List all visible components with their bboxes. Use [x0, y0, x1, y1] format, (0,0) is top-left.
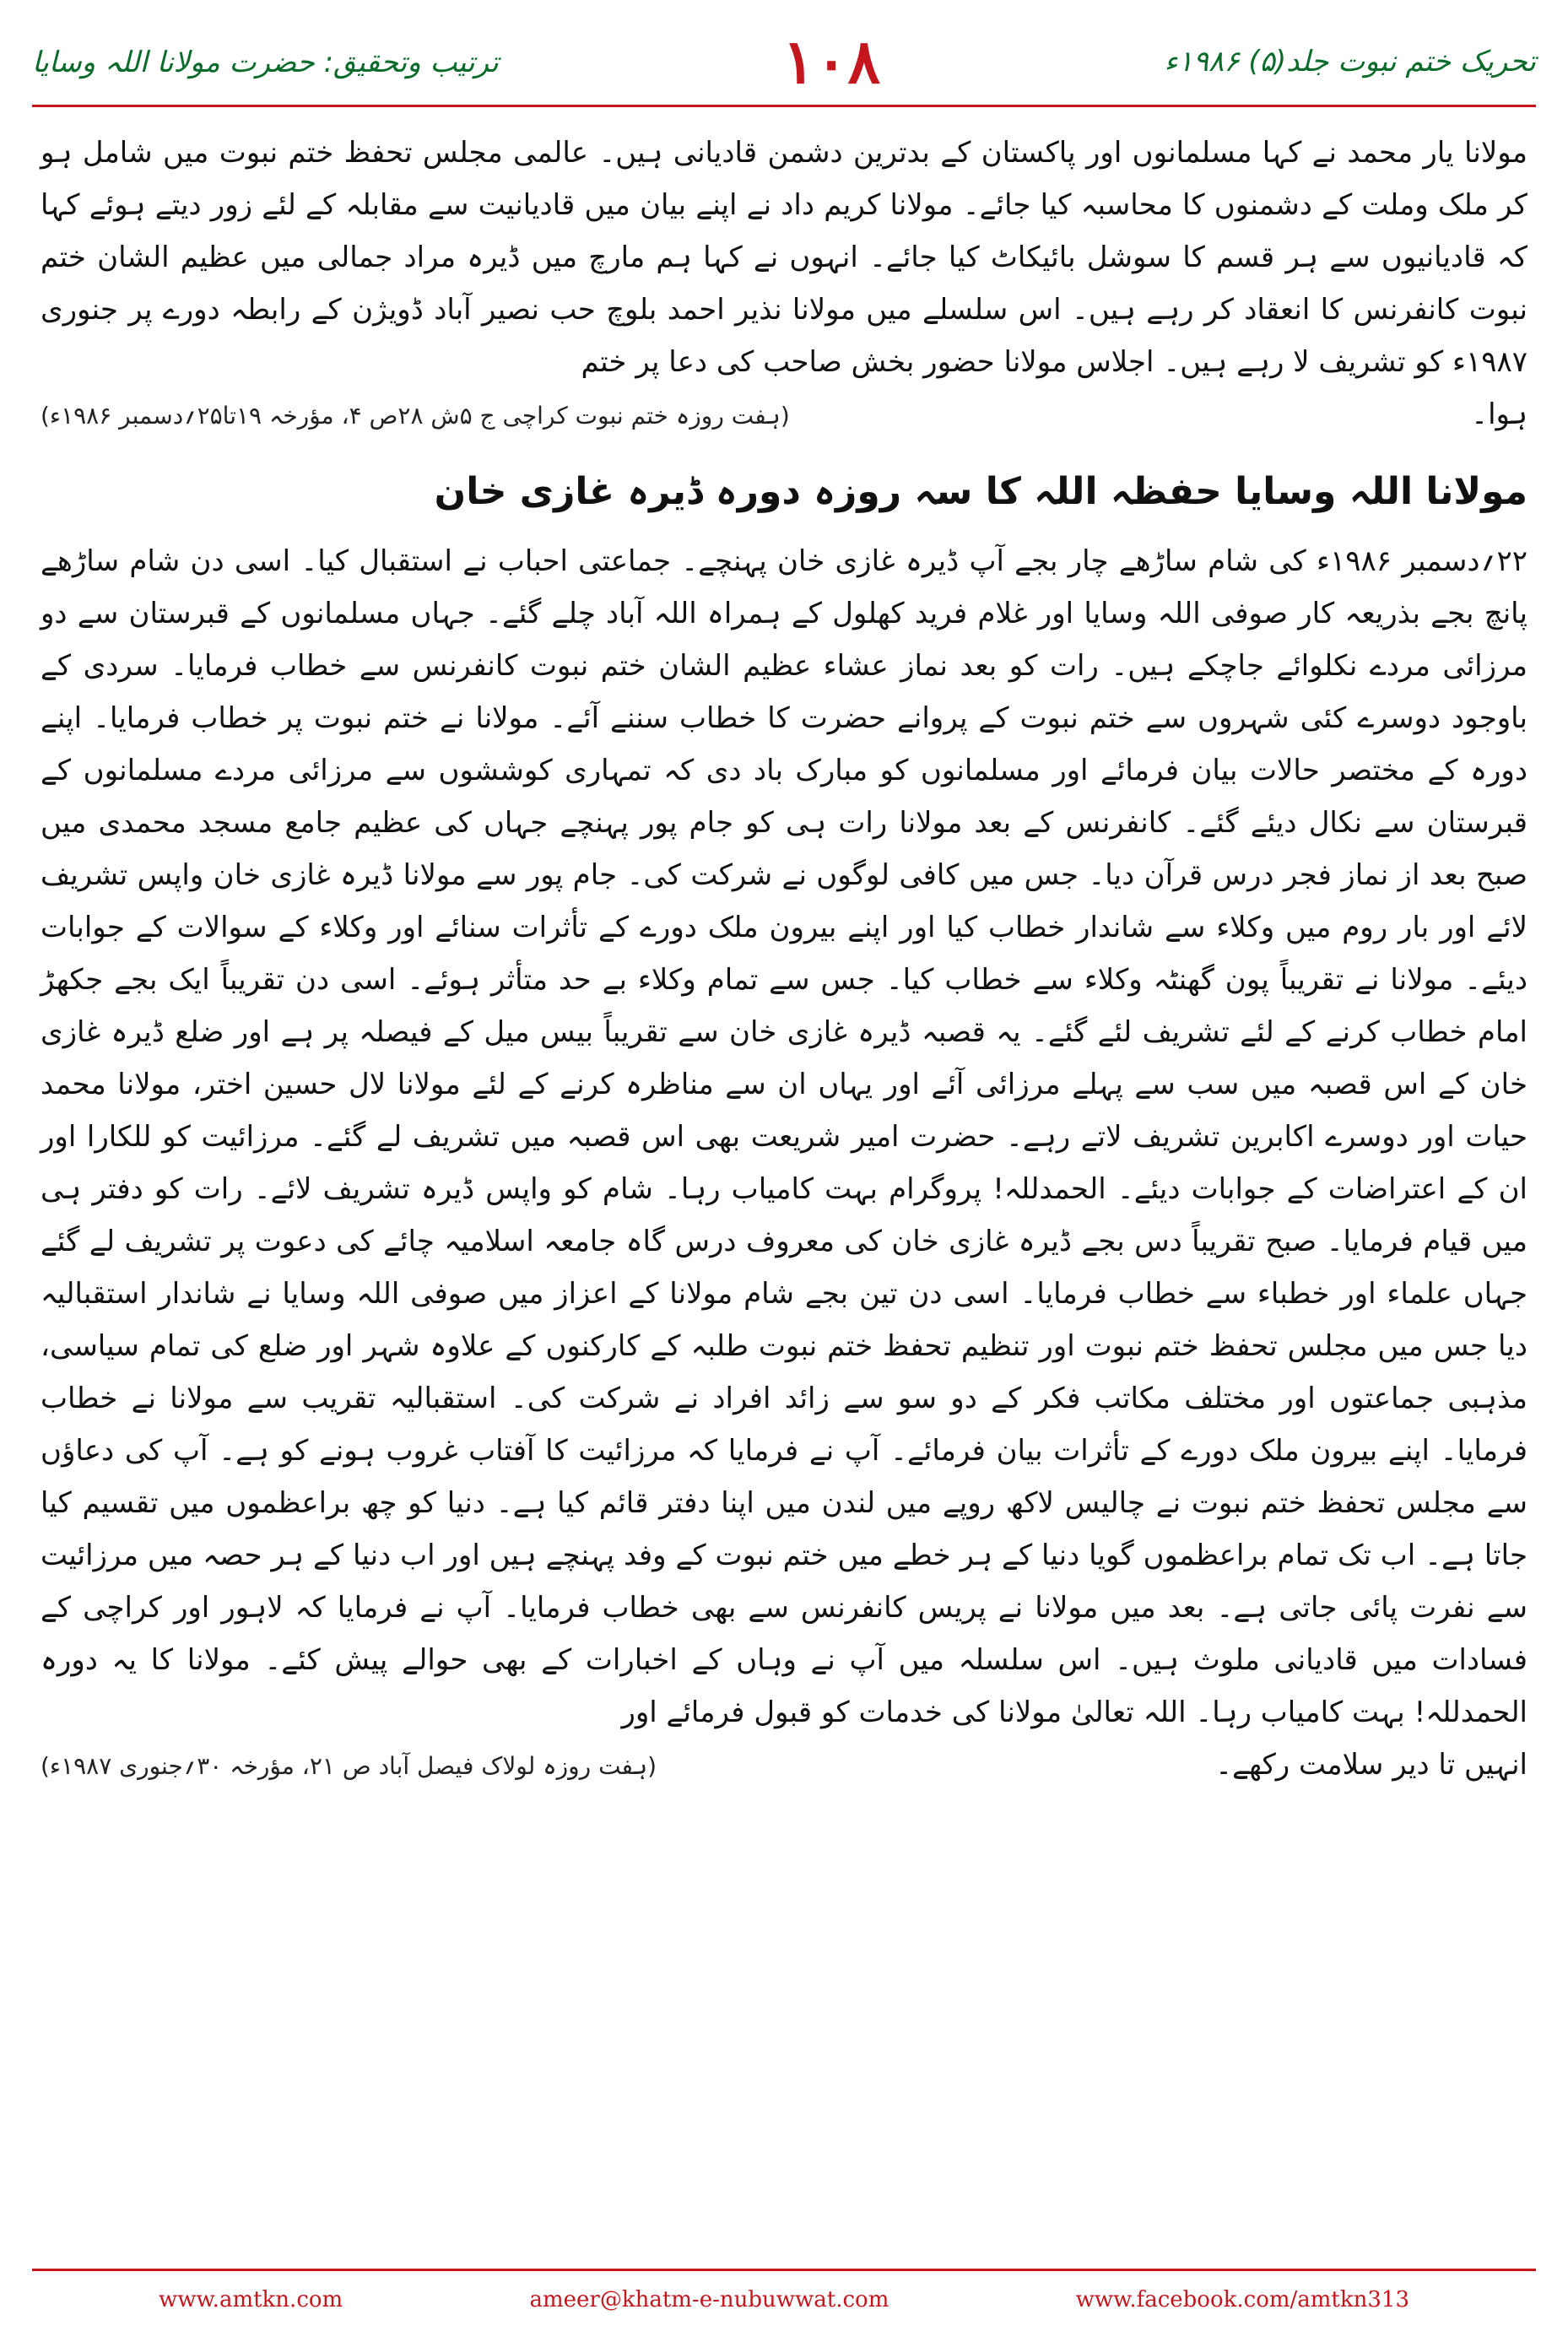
- website-link[interactable]: www.amtkn.com: [159, 2287, 343, 2312]
- section2-last-line: انہیں تا دیر سلامت رکھے۔: [1215, 1748, 1527, 1782]
- section1-last-word: ہوا۔: [1471, 398, 1527, 431]
- book-title: تحریک ختم نبوت جلد(۵) ۱۹۸۶ء: [1164, 45, 1536, 78]
- footer-divider: [32, 2269, 1536, 2271]
- section2-closing-row: [41, 1739, 1527, 1793]
- section2-citation: (ہفت روزہ لولاک فیصل آباد ص ۲۱، مؤرخہ ۳۰؍جنوری ۱۹۸۷ء): [41, 1752, 657, 1780]
- section2-heading: مولانا اللہ وسایا حفظہ اللہ کا سہ روزہ دورہ ڈیرہ غازی خان: [434, 470, 1527, 513]
- section1-citation: (ہفت روزہ ختم نبوت کراچی ج ۵ش ۲۸ص ۴، مؤرخہ ۱۹تا۲۵؍دسمبر ۱۹۸۶ء): [41, 402, 790, 430]
- facebook-link[interactable]: www.facebook.com/amtkn313: [1075, 2287, 1409, 2312]
- page-body: [41, 127, 1527, 1793]
- section1-closing-row: [41, 388, 1527, 442]
- section1-paragraph: مولانا یار محمد نے کہا مسلمانوں اور پاکستان کے بدترین دشمن قادیانی ہیں۔ عالمی مجلس تحفظ ختم نبوت میں شامل ہو کر ملک وملت کے دشمنوں کا محاسبہ کیا جائے۔ مولانا کریم داد نے اپنے بیان میں قادیانیت سے مقابلہ کے لئے زور دیتے ہوئے کہا کہ قادیانیوں سے ہر قسم کا سوشل بائیکاٹ کیا جائے۔ انہوں نے کہا ہم مارچ میں ڈیرہ مراد جمالی میں عظیم الشان ختم نبوت کانفرنس کا انعقاد کر رہے ہیں۔ اس سلسلے میں مولانا نذیر احمد بلوچ حب نصیر آباد ڈویژن کے رابطہ دورے پر جنوری ۱۹۸۷ء کو تشریف لا رہے ہیں۔ اجلاس مولانا حضور بخش صاحب کی دعا پر ختم: [41, 136, 1527, 379]
- page-number: ۱۰۸: [782, 25, 881, 97]
- section2-paragraph: ۲۲؍دسمبر ۱۹۸۶ء کی شام ساڑھے چار بجے آپ ڈیرہ غازی خان پہنچے۔ جماعتی احباب نے استقبال کیا۔ اسی دن شام ساڑھے پانچ بجے بذریعہ کار صوفی اللہ وسایا اور غلام فرید کھلول کے ہمراہ اللہ آباد چلے گئے۔ جہاں مسلمانوں کے قبرستان سے دو مرزائی مردے نکلوائے جاچکے ہیں۔ رات کو بعد نماز عشاء عظیم الشان ختم نبوت کانفرنس سے خطاب فرمایا۔ سردی کے باوجود دوسرے کئی شہروں سے ختم نبوت کے پروانے حضرت کا خطاب سننے آئے۔ مولانا نے ختم نبوت پر خطاب فرمایا۔ اپنے دورہ کے مختصر حالات بیان فرمائے اور مسلمانوں کو مبارک باد دی کہ تمہاری کوششوں سے مرزائی مردے مسلمانوں کے قبرستان سے نکال دیئے گئے۔ کانفرنس کے بعد مولانا رات ہی کو جام پور پہنچے جہاں کی عظیم جامع مسجد محمدی میں صبح بعد از نماز فجر درس قرآن دیا۔ جس میں کافی لوگوں نے شرکت کی۔ جام پور سے مولانا ڈیرہ غازی خان واپس تشریف لائے اور بار روم میں وکلاء سے شاندار خطاب کیا اور اپنے بیرون ملک دورے کے تأثرات سنائے اور وکلاء کے سوالات کے جوابات دیئے۔ مولانا نے تقریباً پون گھنٹہ وکلاء سے خطاب کیا۔ جس سے تمام وکلاء بے حد متأثر ہوئے۔ اسی دن تقریباً ایک بجے جکھڑ امام خطاب کرنے کے لئے تشریف لئے گئے۔ یہ قصبہ ڈیرہ غازی خان سے تقریباً بیس میل کے فیصلہ پر ہے اور ضلع ڈیرہ غازی خان کے اس قصبہ میں سب سے پہلے مرزائی آئے اور یہاں ان سے مناظرہ کرنے کے لئے مولانا لال حسین اختر، مولانا محمد حیات اور دوسرے اکابرین تشریف لاتے رہے۔ حضرت امیر شریعت بھی اس قصبہ میں تشریف لے گئے۔ مرزائیت کو للکارا اور ان کے اعتراضات کے جوابات دیئے۔ الحمدللہ! پروگرام بہت کامیاب رہا۔ شام کو واپس ڈیرہ تشریف لائے۔ رات کو دفتر ہی میں قیام فرمایا۔ صبح تقریباً دس بجے ڈیرہ غازی خان کی معروف درس گاہ جامعہ اسلامیہ چائے کی دعوت پر تشریف لے گئے جہاں علماء اور خطباء سے خطاب فرمایا۔ اسی دن تین بجے شام مولانا کے اعزاز میں صوفی اللہ وسایا نے شاندار استقبالیہ دیا جس میں مجلس تحفظ ختم نبوت اور تنظیم تحفظ ختم نبوت طلبہ کے کارکنوں کے علاوہ شہر اور ضلع کی تمام سیاسی، مذہبی جماعتوں اور مختلف مکاتب فکر کے دو سو سے زائد افراد نے شرکت کی۔ استقبالیہ تقریب سے مولانا نے خطاب فرمایا۔ اپنے بیرون ملک دورے کے تأثرات بیان فرمائے۔ آپ نے فرمایا کہ مرزائیت کا آفتاب غروب ہونے کو ہے۔ آپ کی دعاؤں سے مجلس تحفظ ختم نبوت نے چالیس لاکھ روپے میں لندن میں اپنا دفتر قائم کیا ہے۔ دنیا کو چھ براعظموں میں تقسیم کیا جاتا ہے۔ اب تک تمام براعظموں گویا دنیا کے ہر خطے میں ختم نبوت کے وفد پہنچے ہیں اور اب دنیا کے ہر حصہ میں مرزائیت سے نفرت پائی جاتی ہے۔ بعد میں مولانا نے پریس کانفرنس سے بھی خطاب فرمایا۔ آپ نے فرمایا کہ لاہور اور کراچی کے فسادات میں قادیانی ملوث ہیں۔ اس سلسلہ میں آپ نے وہاں کے اخبارات کے بھی حوالے پیش کئے۔ مولانا کا یہ دورہ الحمدللہ! بہت کامیاب رہا۔ اللہ تعالیٰ مولانا کی خدمات کو قبول فرمائے اور: [41, 544, 1527, 1729]
- compiler-credit: ترتیب وتحقیق: حضرت مولانا اللہ وسایا: [32, 45, 499, 79]
- page-footer: [32, 2279, 1536, 2321]
- email-link[interactable]: ameer@khatm-e-nubuwwat.com: [529, 2287, 889, 2312]
- page-header: [32, 24, 1536, 100]
- header-divider: [32, 105, 1536, 107]
